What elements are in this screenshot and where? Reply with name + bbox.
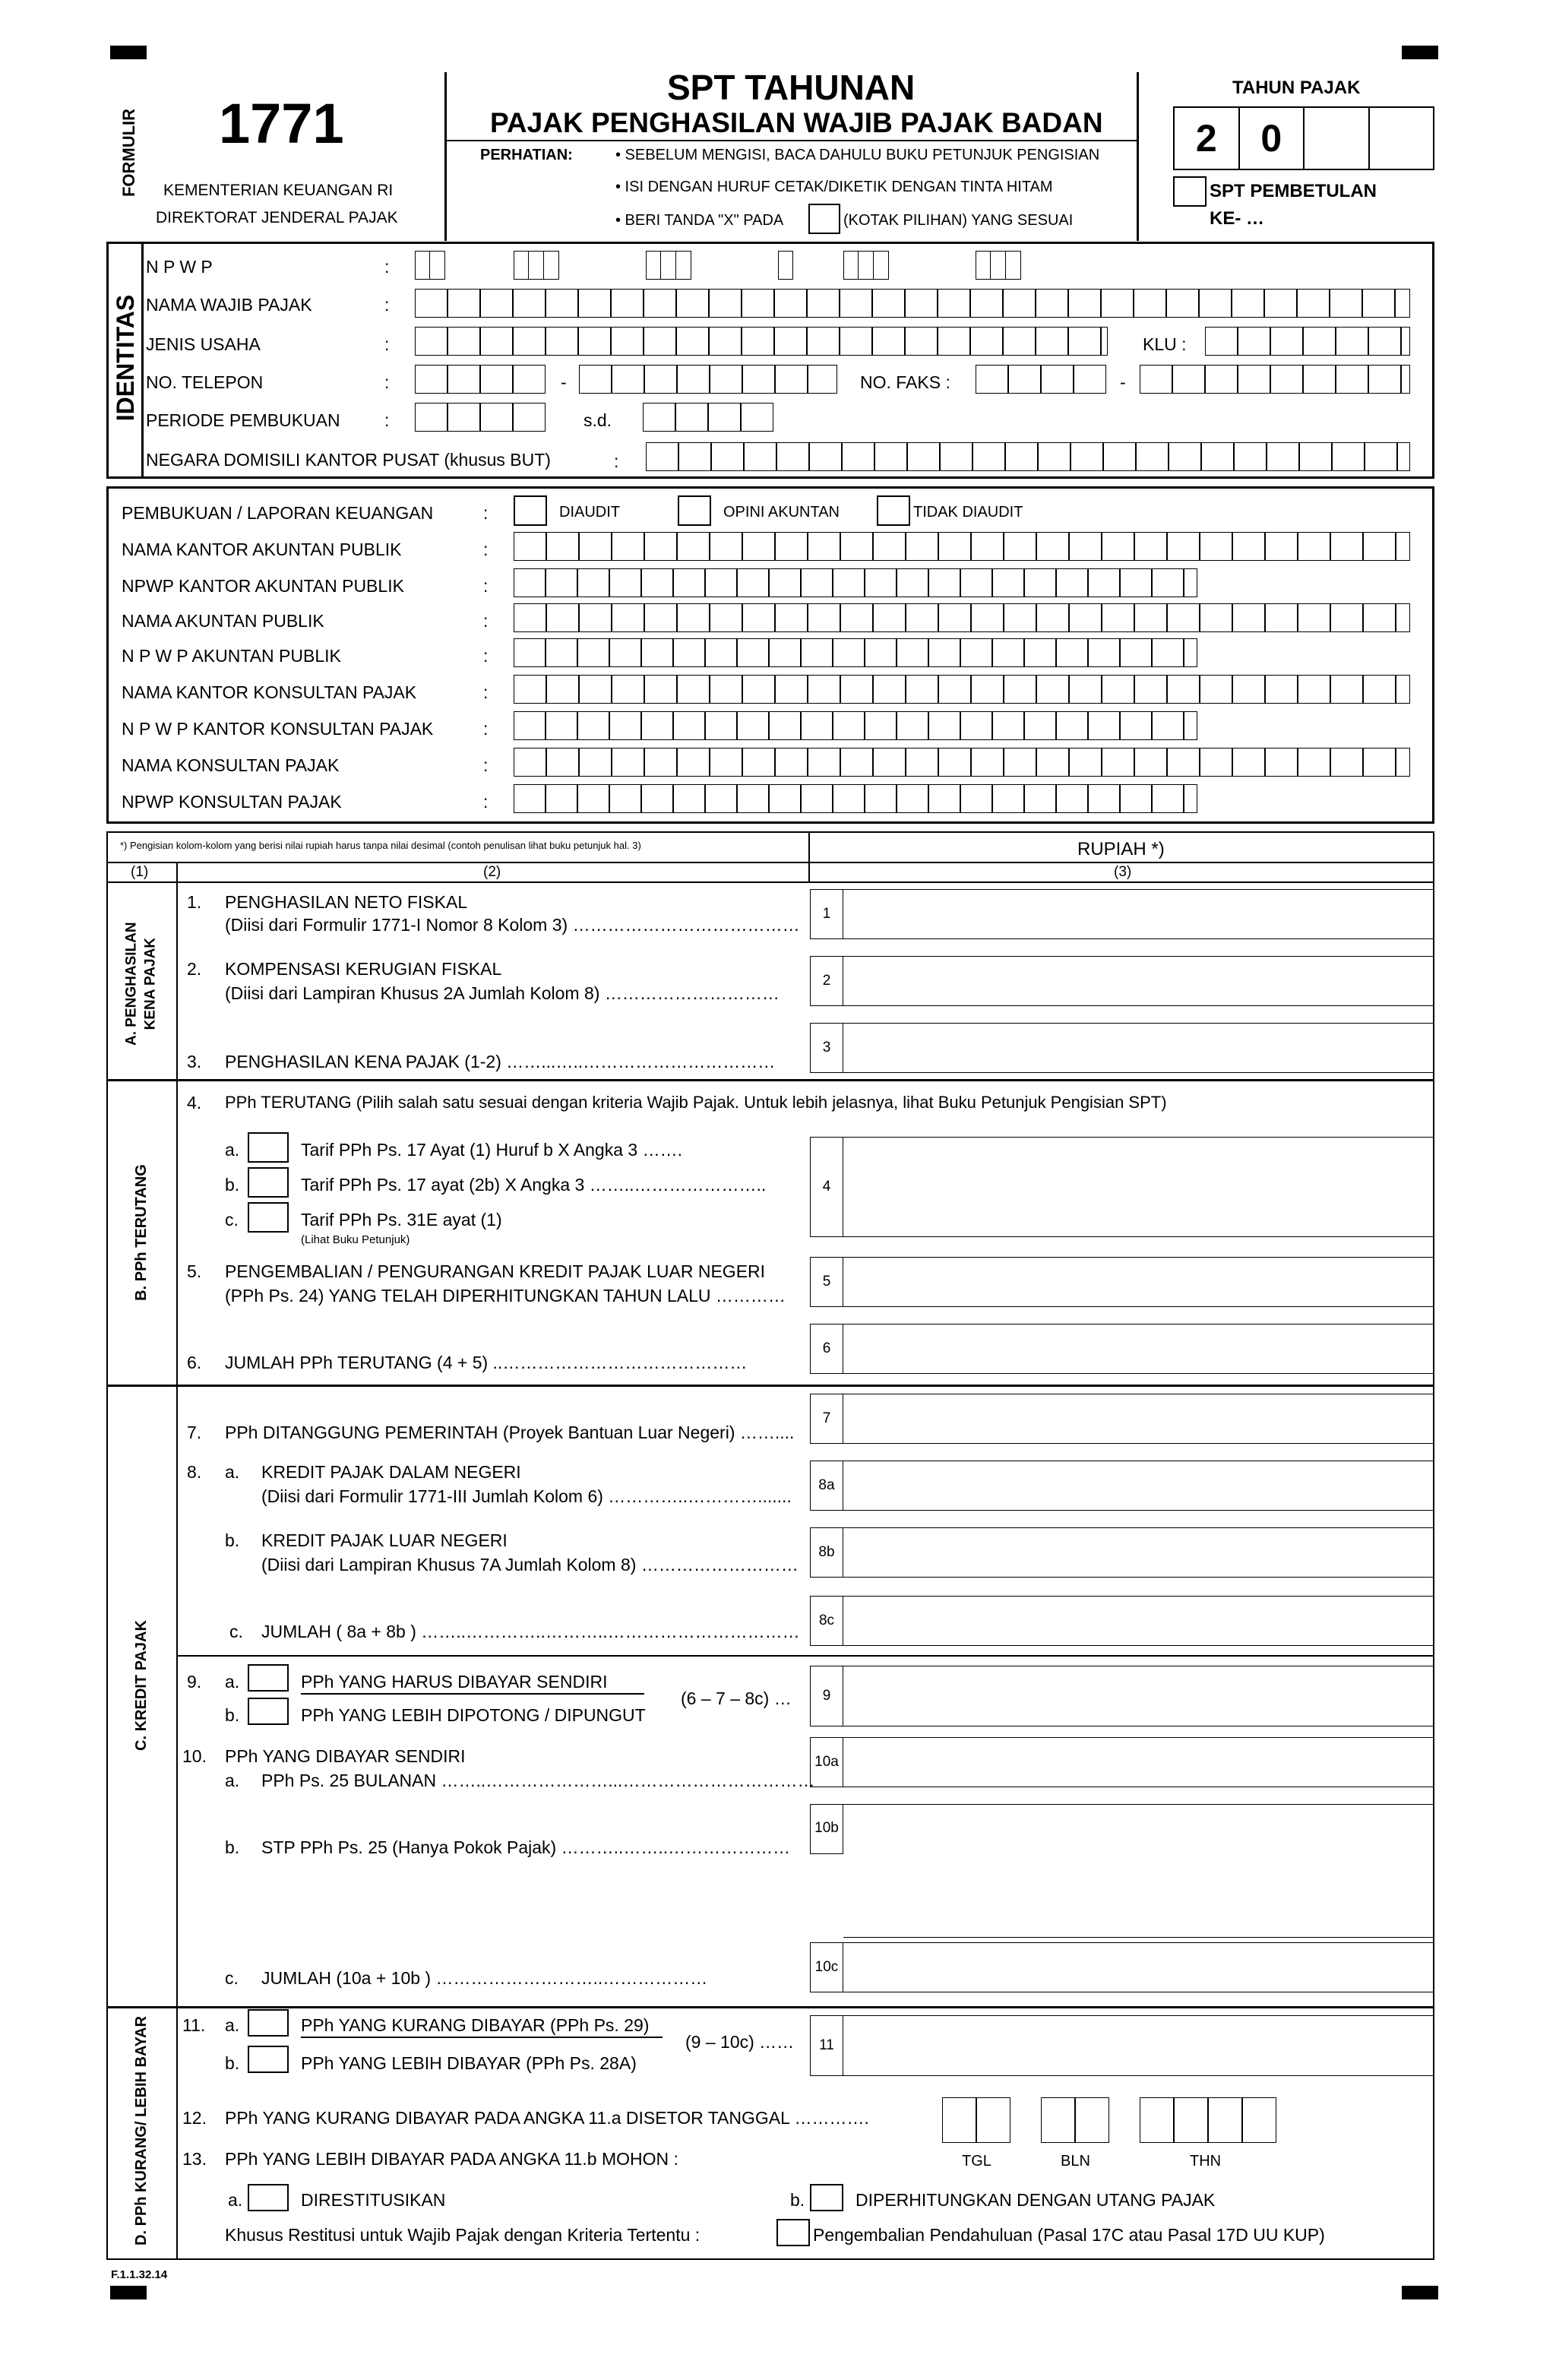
row-8a-sub: (Diisi dari Formulir 1771-III Jumlah Kolom 6) …………..…………....... bbox=[261, 1486, 792, 1506]
faks-label: NO. FAKS : bbox=[860, 372, 950, 392]
row-12-number: 12. bbox=[182, 2108, 207, 2128]
row-5-number: 5. bbox=[187, 1261, 202, 1281]
row-10c-value-input[interactable] bbox=[843, 1942, 1434, 1992]
section-b-label: B. PPh TERUTANG bbox=[133, 1164, 150, 1301]
row-11a-text: PPh YANG KURANG DIBAYAR (PPh Ps. 29) bbox=[301, 2015, 650, 2035]
row-2-sub: (Diisi dari Lampiran Khusus 2A Jumlah Kolom 8) ………………………… bbox=[225, 983, 780, 1003]
section-a-label bbox=[122, 885, 160, 1083]
npwp-kap-label: NPWP KANTOR AKUNTAN PUBLIK bbox=[122, 576, 404, 596]
colon: : bbox=[483, 682, 489, 702]
row-7-text: PPh DITANGGUNG PEMERINTAH (Proyek Bantuan Luar Negeri) …….... bbox=[225, 1423, 795, 1442]
row-4-text: PPh TERUTANG (Pilih salah satu sesuai dengan kriteria Wajib Pajak. Untuk lebih jelasnya, lihat Buku Petunjuk Pengisian SPT) bbox=[225, 1093, 1167, 1112]
direstitusikan-label: DIRESTITUSIKAN bbox=[301, 2190, 446, 2210]
nama-ap-input[interactable] bbox=[514, 603, 1410, 632]
row-9-formula: (6 – 7 – 8c) … bbox=[681, 1688, 792, 1708]
setor-bln-input[interactable] bbox=[1041, 2097, 1109, 2143]
registration-mark bbox=[110, 46, 147, 59]
row-4a-text: Tarif PPh Ps. 17 Ayat (1) Huruf b X Angka 3 ……. bbox=[301, 1140, 682, 1160]
diaudit-label: DIAUDIT bbox=[559, 504, 620, 521]
nama-kp-input[interactable] bbox=[514, 748, 1410, 777]
row-6-text: JUMLAH PPh TERUTANG (4 + 5) ..…………………………………… bbox=[225, 1353, 748, 1372]
row-4b-checkbox[interactable] bbox=[248, 1167, 289, 1198]
row-10a-value-input[interactable] bbox=[843, 1737, 1434, 1787]
registration-mark bbox=[110, 2286, 147, 2299]
row-11a-letter: a. bbox=[225, 2015, 240, 2035]
npwp-kp-label: NPWP KONSULTAN PAJAK bbox=[122, 792, 342, 812]
row-10-text: PPh YANG DIBAYAR SENDIRI bbox=[225, 1746, 466, 1766]
npwp-input[interactable] bbox=[514, 251, 559, 280]
faks-area-input[interactable] bbox=[976, 365, 1106, 394]
negara-label: NEGARA DOMISILI KANTOR PUSAT (khusus BUT) bbox=[146, 450, 551, 470]
row-8a-letter: a. bbox=[225, 1462, 240, 1482]
row-8a-box-number: 8a bbox=[810, 1461, 843, 1511]
row-9a-text: PPh YANG HARUS DIBAYAR SENDIRI bbox=[301, 1672, 608, 1692]
notice-3b: (KOTAK PILIHAN) YANG SESUAI bbox=[843, 212, 1074, 229]
row-3-number: 3. bbox=[187, 1052, 202, 1071]
thn-label: THN bbox=[1190, 2153, 1222, 2170]
row-3-text: PENGHASILAN KENA PAJAK (1-2) ……...…..…………………………… bbox=[225, 1052, 776, 1071]
perhatian-label: PERHATIAN: bbox=[480, 147, 573, 163]
row-10b-value-input[interactable] bbox=[843, 1804, 1434, 1938]
section-c-label: C. KREDIT PAJAK bbox=[133, 1620, 150, 1751]
pembetulan-ke: KE- … bbox=[1210, 208, 1264, 229]
colon: : bbox=[483, 792, 489, 812]
tax-year-boxes[interactable] bbox=[1173, 106, 1434, 170]
row-2-number: 2. bbox=[187, 959, 202, 979]
row-11-number: 11. bbox=[182, 2015, 206, 2035]
tidak-diaudit-checkbox[interactable] bbox=[877, 495, 910, 526]
notice-3: • BERI TANDA "X" PADA bbox=[615, 212, 784, 229]
npwp-ap-input[interactable] bbox=[514, 638, 1197, 667]
row-10b-letter: b. bbox=[225, 1837, 240, 1857]
colon: : bbox=[614, 451, 619, 471]
row-7-value-input[interactable] bbox=[843, 1394, 1434, 1444]
row-11b-letter: b. bbox=[225, 2053, 240, 2073]
pendahuluan-checkbox[interactable] bbox=[776, 2219, 810, 2246]
row-2-box-number: 2 bbox=[810, 956, 843, 1006]
row-10a-text: PPh Ps. 25 BULANAN ……..…………………...…………………………… bbox=[261, 1771, 815, 1790]
form-code: F.1.1.32.14 bbox=[111, 2268, 168, 2281]
telepon-label: NO. TELEPON bbox=[146, 372, 264, 392]
row-10-number: 10. bbox=[182, 1746, 207, 1766]
npwp-ap-label: N P W P AKUNTAN PUBLIK bbox=[122, 646, 341, 666]
row-10c-text: JUMLAH (10a + 10b ) ………………………..……………… bbox=[261, 1968, 708, 1988]
row-11b-checkbox[interactable] bbox=[248, 2046, 289, 2073]
row-9-number: 9. bbox=[187, 1672, 202, 1692]
npwp-input[interactable] bbox=[646, 251, 691, 280]
jenis-usaha-input[interactable] bbox=[415, 327, 1108, 356]
row-11b-text: PPh YANG LEBIH DIBAYAR (PPh Ps. 28A) bbox=[301, 2053, 637, 2073]
formulir-label: FORMULIR bbox=[119, 108, 138, 198]
telepon-area-input[interactable] bbox=[415, 365, 546, 394]
registration-mark bbox=[1402, 46, 1438, 59]
klu-label: KLU : bbox=[1143, 334, 1187, 354]
row-4a-letter: a. bbox=[225, 1140, 240, 1160]
colon: : bbox=[483, 755, 489, 775]
row-5-sub: (PPh Ps. 24) YANG TELAH DIPERHITUNGKAN TAHUN LALU ………… bbox=[225, 1286, 786, 1306]
jenis-usaha-label: JENIS USAHA bbox=[146, 334, 261, 354]
row-4c-text: Tarif PPh Ps. 31E ayat (1) bbox=[301, 1210, 502, 1230]
npwp-input[interactable] bbox=[843, 251, 889, 280]
diperhitungkan-label: DIPERHITUNGKAN DENGAN UTANG PAJAK bbox=[855, 2190, 1216, 2210]
npwp-kp-input[interactable] bbox=[514, 784, 1197, 813]
sd-label: s.d. bbox=[584, 410, 612, 430]
tax-year-label: TAHUN PAJAK bbox=[1232, 78, 1361, 98]
row-12-text: PPh YANG KURANG DIBAYAR PADA ANGKA 11.a DISETOR TANGGAL …………. bbox=[225, 2108, 869, 2128]
row-11-box-number: 11 bbox=[810, 2015, 843, 2076]
telepon-input[interactable] bbox=[579, 365, 837, 394]
section-a-text: A. PENGHASILAN KENA PAJAK bbox=[123, 922, 158, 1046]
row-9b-checkbox[interactable] bbox=[248, 1698, 289, 1725]
row-10b-text: STP PPh Ps. 25 (Hanya Pokok Pajak) ………..……..………………… bbox=[261, 1837, 791, 1857]
rupiah-header: RUPIAH *) bbox=[1077, 839, 1165, 859]
pendahuluan-label: Pengembalian Pendahuluan (Pasal 17C atau Pasal 17D UU KUP) bbox=[813, 2225, 1325, 2245]
periode-end-input[interactable] bbox=[643, 403, 773, 432]
row-8c-box-number: 8c bbox=[810, 1596, 843, 1646]
form-number: 1771 bbox=[219, 92, 344, 155]
row-3-value-input[interactable] bbox=[843, 1023, 1434, 1073]
form-title: SPT TAHUNAN bbox=[667, 68, 916, 107]
row-4b-text: Tarif PPh Ps. 17 ayat (2b) X Angka 3 ……..………………….. bbox=[301, 1175, 767, 1195]
row-13a-letter: a. bbox=[228, 2190, 243, 2210]
row-1-number: 1. bbox=[187, 892, 202, 912]
colon: : bbox=[384, 334, 390, 354]
pembukuan-label: PEMBUKUAN / LAPORAN KEUANGAN bbox=[122, 503, 434, 523]
section-d-label: D. PPh KURANG/ LEBIH BAYAR bbox=[133, 2016, 150, 2245]
row-6-box-number: 6 bbox=[810, 1324, 843, 1374]
table-note: *) Pengisian kolom-kolom yang berisi nilai rupiah harus tanpa nilai desimal (contoh penulisan lihat buku petunjuk hal. 3) bbox=[120, 840, 641, 851]
row-4-number: 4. bbox=[187, 1093, 202, 1112]
nama-wajib-pajak-input[interactable] bbox=[415, 289, 1410, 318]
periode-start-input[interactable] bbox=[415, 403, 546, 432]
setor-thn-input[interactable] bbox=[1140, 2097, 1276, 2143]
identitas-label: IDENTITAS bbox=[112, 294, 139, 422]
row-8b-value-input[interactable] bbox=[843, 1527, 1434, 1578]
row-10c-letter: c. bbox=[225, 1968, 239, 1988]
row-2-text: KOMPENSASI KERUGIAN FISKAL bbox=[225, 959, 502, 979]
tax-year-digit-1: 2 bbox=[1175, 108, 1240, 169]
row-5-value-input[interactable] bbox=[843, 1257, 1434, 1307]
row-7-box-number: 7 bbox=[810, 1394, 843, 1444]
diperhitungkan-checkbox[interactable] bbox=[810, 2184, 843, 2211]
row-10b-box-number: 10b bbox=[810, 1804, 843, 1854]
row-8-number: 8. bbox=[187, 1462, 202, 1482]
row-4b-letter: b. bbox=[225, 1175, 240, 1195]
row-1-value-input[interactable] bbox=[843, 889, 1434, 939]
notice-1: • SEBELUM MENGISI, BACA DAHULU BUKU PETUNJUK PENGISIAN bbox=[615, 147, 1100, 163]
row-4c-sub: (Lihat Buku Petunjuk) bbox=[301, 1233, 410, 1246]
example-checkbox bbox=[808, 204, 840, 234]
colon: : bbox=[483, 576, 489, 596]
opini-checkbox[interactable] bbox=[678, 495, 711, 526]
npwp-kkp-input[interactable] bbox=[514, 711, 1197, 740]
colon: : bbox=[384, 257, 390, 277]
npwp-kap-input[interactable] bbox=[514, 568, 1197, 597]
row-9a-letter: a. bbox=[225, 1672, 240, 1692]
nama-kp-label: NAMA KONSULTAN PAJAK bbox=[122, 755, 340, 775]
row-4-value-input[interactable] bbox=[843, 1137, 1434, 1237]
row-1-text: PENGHASILAN NETO FISKAL bbox=[225, 892, 468, 912]
col-1-header: (1) bbox=[131, 864, 149, 880]
row-9a-checkbox[interactable] bbox=[248, 1664, 289, 1692]
colon: : bbox=[384, 372, 390, 392]
row-8b-letter: b. bbox=[225, 1530, 240, 1550]
row-11-value-input[interactable] bbox=[843, 2015, 1434, 2076]
row-11a-checkbox[interactable] bbox=[248, 2009, 289, 2037]
dash: - bbox=[1120, 372, 1126, 392]
registration-mark bbox=[1402, 2286, 1438, 2299]
row-8c-text: JUMLAH ( 8a + 8b ) ……..…………..………..…………………………… bbox=[261, 1622, 800, 1641]
direstitusikan-checkbox[interactable] bbox=[248, 2184, 289, 2211]
row-9-box-number: 9 bbox=[810, 1666, 843, 1726]
klu-input[interactable] bbox=[1205, 327, 1410, 356]
row-11-formula: (9 – 10c) …… bbox=[685, 2032, 795, 2052]
npwp-input[interactable] bbox=[415, 251, 445, 280]
opini-label: OPINI AKUNTAN bbox=[723, 504, 840, 521]
npwp-kkp-label: N P W P KANTOR KONSULTAN PAJAK bbox=[122, 719, 434, 739]
row-1-sub: (Diisi dari Formulir 1771-I Nomor 8 Kolom 3) ………………………………… bbox=[225, 915, 800, 935]
colon: : bbox=[483, 611, 489, 631]
khusus-restitusi-label: Khusus Restitusi untuk Wajib Pajak dengan Kriteria Tertentu : bbox=[225, 2225, 701, 2245]
row-6-number: 6. bbox=[187, 1353, 202, 1372]
nama-kap-input[interactable] bbox=[514, 532, 1410, 561]
setor-tgl-input[interactable] bbox=[942, 2097, 1010, 2143]
row-4c-checkbox[interactable] bbox=[248, 1202, 289, 1233]
row-4a-checkbox[interactable] bbox=[248, 1132, 289, 1163]
tgl-label: TGL bbox=[962, 2153, 991, 2170]
dash: - bbox=[561, 372, 567, 392]
tax-year-digit-2: 0 bbox=[1240, 108, 1305, 169]
row-2-value-input[interactable] bbox=[843, 956, 1434, 1006]
npwp-input[interactable] bbox=[976, 251, 1021, 280]
row-8c-letter: c. bbox=[229, 1622, 243, 1641]
row-5-text: PENGEMBALIAN / PENGURANGAN KREDIT PAJAK LUAR NEGERI bbox=[225, 1261, 766, 1281]
npwp-label: N P W P bbox=[146, 257, 213, 277]
pembetulan-checkbox[interactable] bbox=[1173, 176, 1207, 207]
colon: : bbox=[483, 646, 489, 666]
nama-kkp-input[interactable] bbox=[514, 675, 1410, 704]
notice-2: • ISI DENGAN HURUF CETAK/DIKETIK DENGAN TINTA HITAM bbox=[615, 179, 1053, 195]
nama-kkp-label: NAMA KANTOR KONSULTAN PAJAK bbox=[122, 682, 417, 702]
directorate: DIREKTORAT JENDERAL PAJAK bbox=[156, 209, 398, 226]
row-9b-letter: b. bbox=[225, 1705, 240, 1725]
form-subtitle: PAJAK PENGHASILAN WAJIB PAJAK BADAN bbox=[490, 107, 1103, 138]
row-9b-text: PPh YANG LEBIH DIPOTONG / DIPUNGUT bbox=[301, 1705, 646, 1725]
nama-kap-label: NAMA KANTOR AKUNTAN PUBLIK bbox=[122, 540, 402, 559]
colon: : bbox=[483, 540, 489, 559]
row-10a-letter: a. bbox=[225, 1771, 240, 1790]
negara-input[interactable] bbox=[646, 442, 1410, 471]
col-2-header: (2) bbox=[483, 864, 501, 880]
row-9-value-input[interactable] bbox=[843, 1666, 1434, 1726]
row-13-text: PPh YANG LEBIH DIBAYAR PADA ANGKA 11.b MOHON : bbox=[225, 2149, 678, 2169]
colon: : bbox=[483, 503, 489, 523]
row-8c-value-input[interactable] bbox=[843, 1596, 1434, 1646]
row-4c-letter: c. bbox=[225, 1210, 239, 1230]
row-5-box-number: 5 bbox=[810, 1257, 843, 1307]
row-8a-text: KREDIT PAJAK DALAM NEGERI bbox=[261, 1462, 521, 1482]
colon: : bbox=[384, 410, 390, 430]
row-8b-sub: (Diisi dari Lampiran Khusus 7A Jumlah Kolom 8) ……………………… bbox=[261, 1555, 799, 1575]
colon: : bbox=[483, 719, 489, 739]
row-13-number: 13. bbox=[182, 2149, 207, 2169]
faks-input[interactable] bbox=[1140, 365, 1410, 394]
nama-wajib-pajak-label: NAMA WAJIB PAJAK bbox=[146, 295, 312, 315]
row-8a-value-input[interactable] bbox=[843, 1461, 1434, 1511]
row-3-box-number: 3 bbox=[810, 1023, 843, 1073]
row-1-box-number: 1 bbox=[810, 889, 843, 939]
npwp-input[interactable] bbox=[778, 251, 793, 280]
row-7-number: 7. bbox=[187, 1423, 202, 1442]
pembetulan-label: SPT PEMBETULAN bbox=[1210, 181, 1377, 201]
row-6-value-input[interactable] bbox=[843, 1324, 1434, 1374]
row-4-box-number: 4 bbox=[810, 1137, 843, 1237]
periode-label: PERIODE PEMBUKUAN bbox=[146, 410, 340, 430]
ministry: KEMENTERIAN KEUANGAN RI bbox=[163, 182, 394, 199]
colon: : bbox=[384, 295, 390, 315]
col-3-header: (3) bbox=[1114, 864, 1132, 880]
row-13b-letter: b. bbox=[790, 2190, 805, 2210]
tidak-diaudit-label: TIDAK DIAUDIT bbox=[913, 504, 1023, 521]
bln-label: BLN bbox=[1061, 2153, 1090, 2170]
row-8b-box-number: 8b bbox=[810, 1527, 843, 1578]
diaudit-checkbox[interactable] bbox=[514, 495, 547, 526]
row-8b-text: KREDIT PAJAK LUAR NEGERI bbox=[261, 1530, 508, 1550]
row-10c-box-number: 10c bbox=[810, 1942, 843, 1992]
row-10a-box-number: 10a bbox=[810, 1737, 843, 1787]
nama-ap-label: NAMA AKUNTAN PUBLIK bbox=[122, 611, 324, 631]
